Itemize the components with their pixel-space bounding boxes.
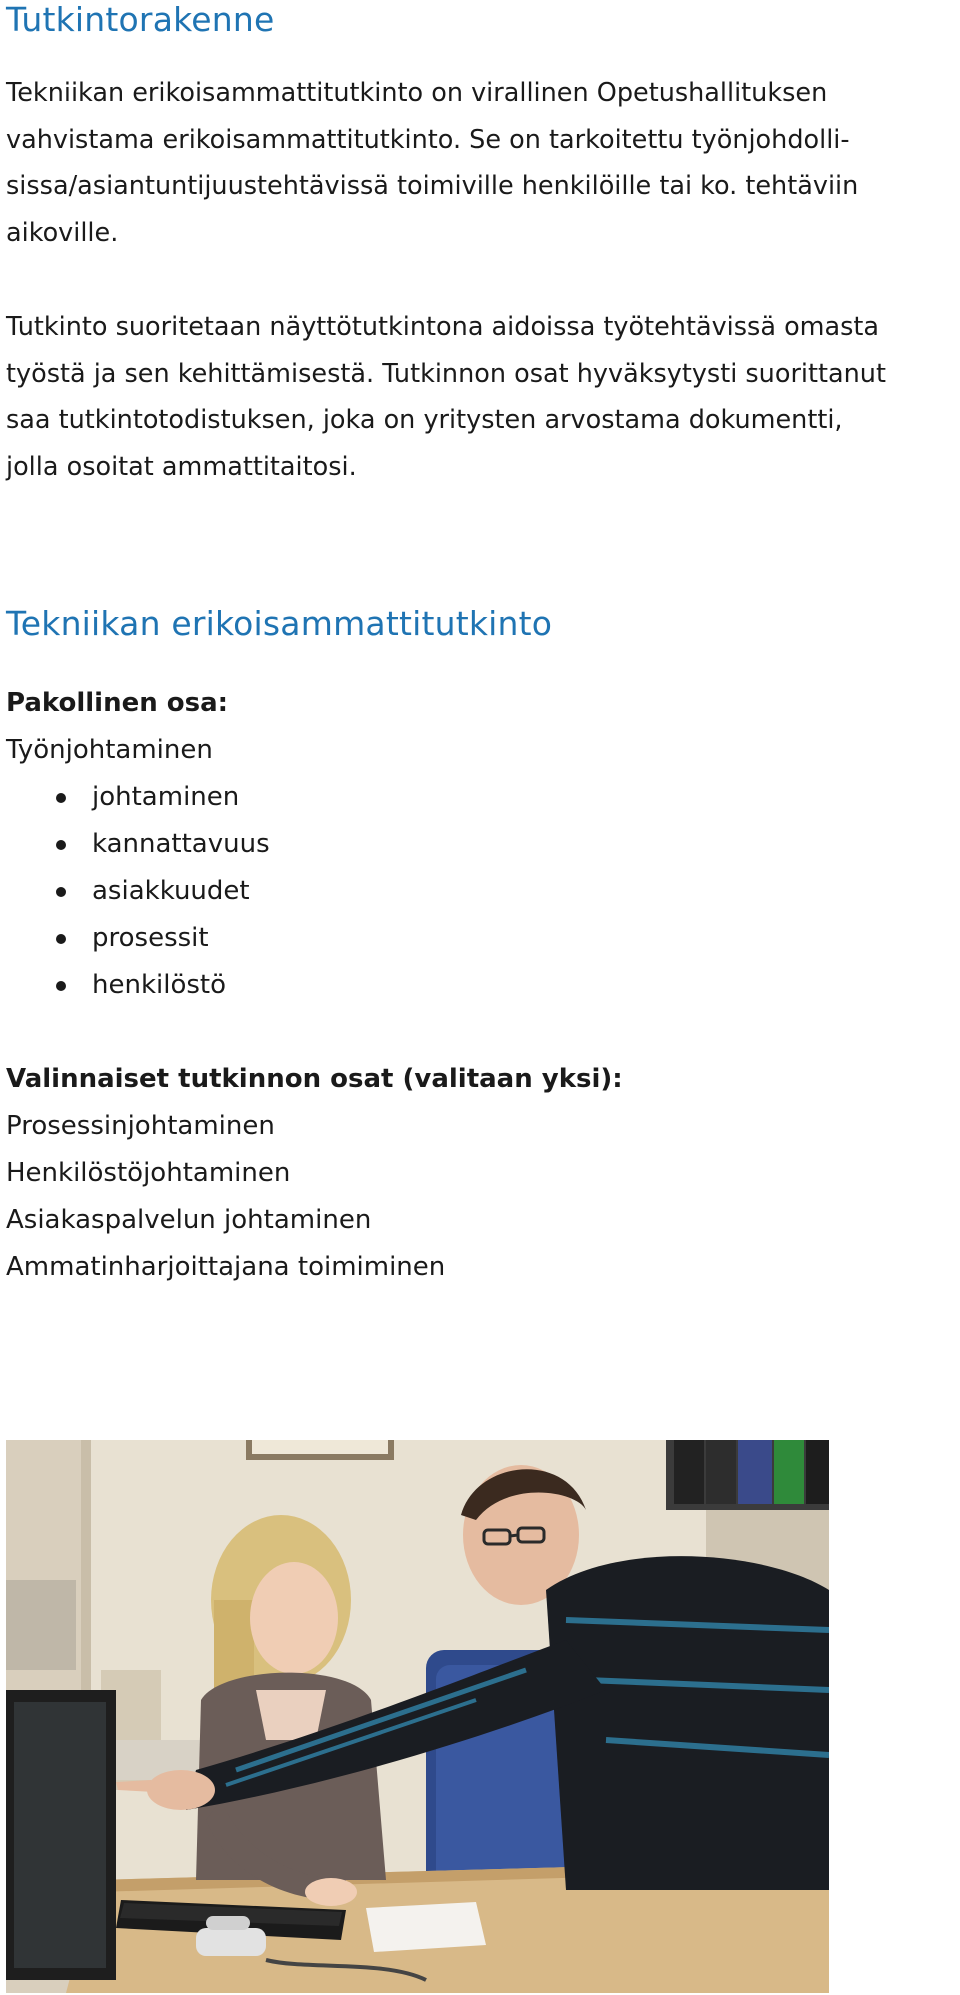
section-heading-tekniikan-eat: Tekniikan erikoisammattitutkinto (6, 604, 553, 643)
list-item-label: kannattavuus (92, 829, 270, 859)
section-heading-tutkintorakenne: Tutkintorakenne (6, 0, 275, 39)
bullet-icon (56, 887, 66, 897)
mandatory-label: Pakollinen osa: (6, 688, 229, 718)
intro-line: Tekniikan erikoisammattitutkinto on virallinen Opetushallituksen (6, 78, 828, 108)
list-item: Asiakaspalvelun johtaminen (6, 1205, 372, 1235)
list-item: Henkilöstöjohtaminen (6, 1158, 291, 1188)
optional-list (6, 1103, 946, 1291)
bullet-icon (56, 793, 66, 803)
office-photo (6, 1440, 829, 1993)
intro-paragraph (6, 70, 956, 256)
list-item (6, 868, 946, 915)
exam-line: työstä ja sen kehittämisestä. Tutkinnon osat hyväksytysti suorittanut (6, 358, 886, 389)
list-item (6, 915, 946, 962)
list-item-label: henkilöstö (92, 970, 227, 1000)
optional-label: Valinnaiset tutkinnon osat (valitaan yksi): (6, 1064, 623, 1094)
exam-line: Tutkinto suoritetaan näyttötutkintona aidoissa työtehtävissä omasta (6, 312, 880, 342)
mandatory-title: Työnjohtaminen (6, 735, 213, 765)
mandatory-section (6, 680, 946, 1009)
mandatory-list (6, 774, 946, 1009)
list-item: Prosessinjohtaminen (6, 1111, 275, 1141)
intro-line: sissa/asiantuntijuustehtävissä toimiville henkilöille tai ko. tehtäviin (6, 171, 859, 201)
list-item-label: johtaminen (92, 782, 240, 812)
bullet-icon (56, 840, 66, 850)
bullet-icon (56, 934, 66, 944)
list-item (6, 774, 946, 821)
exam-line: saa tutkintotodistuksen, joka on yritysten arvostama dokumentti, (6, 405, 843, 435)
list-item (6, 821, 946, 868)
intro-line: vahvistama erikoisammattitutkinto. Se on tarkoitettu työnjohdolli- (6, 124, 850, 155)
exam-paragraph (6, 304, 956, 490)
list-item-label: prosessit (92, 923, 209, 953)
list-item-label: asiakkuudet (92, 876, 250, 906)
bullet-icon (56, 981, 66, 991)
office-photo-illustration (6, 1440, 829, 1993)
list-item: Ammatinharjoittajana toimiminen (6, 1252, 446, 1282)
list-item (6, 962, 946, 1009)
intro-line: aikoville. (6, 217, 119, 248)
exam-line: jolla osoitat ammattitaitosi. (6, 451, 357, 482)
optional-section (6, 1056, 946, 1291)
